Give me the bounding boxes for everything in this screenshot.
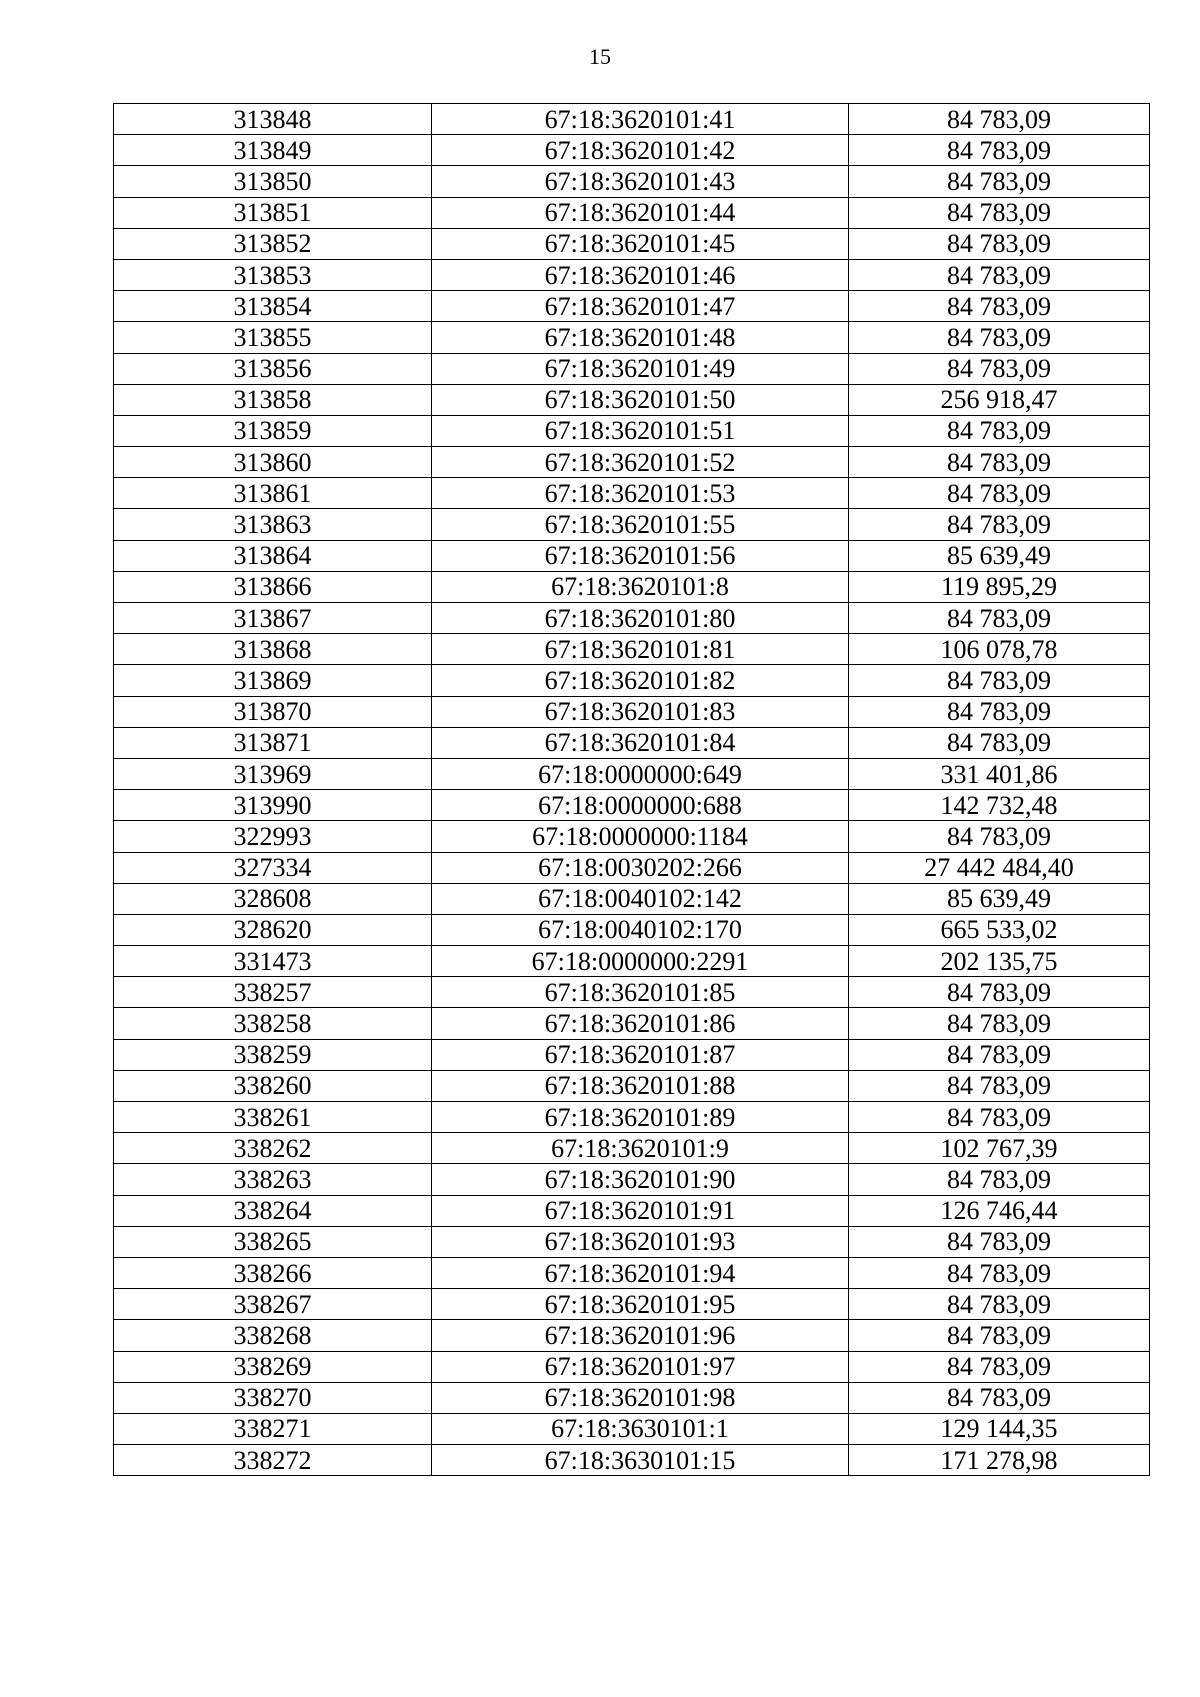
cadastral-number-cell: 67:18:3620101:89 [432,1102,849,1133]
table-row [114,821,1150,852]
value-cell: 171 278,98 [849,1445,1150,1476]
cadastral-number-cell: 67:18:3620101:97 [432,1351,849,1382]
row-number-cell: 338260 [114,1070,432,1101]
table-row [114,790,1150,821]
table-row [114,509,1150,540]
row-number-cell: 338264 [114,1195,432,1226]
table-row [114,322,1150,353]
page-number: 15 [589,44,611,69]
value-cell: 102 767,39 [849,1133,1150,1164]
value-cell: 665 533,02 [849,914,1150,945]
value-cell: 126 746,44 [849,1195,1150,1226]
table-row [114,1413,1150,1444]
value-cell: 129 144,35 [849,1413,1150,1444]
cadastral-number-cell: 67:18:3620101:82 [432,665,849,696]
value-cell: 84 783,09 [849,1320,1150,1351]
cadastral-number-cell: 67:18:3620101:96 [432,1320,849,1351]
row-number-cell: 313863 [114,509,432,540]
value-cell: 84 783,09 [849,166,1150,197]
table-row [114,1257,1150,1288]
row-number-cell: 338261 [114,1102,432,1133]
value-cell: 256 918,47 [849,384,1150,415]
row-number-cell: 313853 [114,259,432,290]
table-row [114,259,1150,290]
row-number-cell: 313861 [114,478,432,509]
value-cell: 84 783,09 [849,1382,1150,1413]
value-cell: 84 783,09 [849,135,1150,166]
table-row [114,946,1150,977]
table-row [114,1382,1150,1413]
value-cell: 84 783,09 [849,727,1150,758]
value-cell: 84 783,09 [849,1257,1150,1288]
row-number-cell: 338259 [114,1039,432,1070]
value-cell: 84 783,09 [849,1102,1150,1133]
cadastral-number-cell: 67:18:3620101:9 [432,1133,849,1164]
cadastral-number-cell: 67:18:3630101:15 [432,1445,849,1476]
row-number-cell: 328608 [114,883,432,914]
table-row [114,447,1150,478]
table-row [114,1133,1150,1164]
row-number-cell: 313871 [114,727,432,758]
cadastral-number-cell: 67:18:3620101:49 [432,353,849,384]
table-row [114,883,1150,914]
row-number-cell: 313867 [114,603,432,634]
value-cell: 119 895,29 [849,571,1150,602]
value-cell: 84 783,09 [849,228,1150,259]
row-number-cell: 338271 [114,1413,432,1444]
value-cell: 84 783,09 [849,1351,1150,1382]
table-row [114,384,1150,415]
row-number-cell: 328620 [114,914,432,945]
cadastral-number-cell: 67:18:3620101:51 [432,415,849,446]
cadastral-number-cell: 67:18:3620101:91 [432,1195,849,1226]
value-cell: 84 783,09 [849,104,1150,135]
row-number-cell: 338267 [114,1289,432,1320]
table-row [114,914,1150,945]
value-cell: 84 783,09 [849,478,1150,509]
row-number-cell: 313868 [114,634,432,665]
cadastral-number-cell: 67:18:3620101:83 [432,696,849,727]
value-cell: 84 783,09 [849,322,1150,353]
row-number-cell: 313859 [114,415,432,446]
table-row [114,166,1150,197]
row-number-cell: 313849 [114,135,432,166]
table-row [114,571,1150,602]
table-row [114,1102,1150,1133]
row-number-cell: 313866 [114,571,432,602]
table-row [114,1226,1150,1257]
table-row [114,665,1150,696]
value-cell: 84 783,09 [849,353,1150,384]
table-row [114,1320,1150,1351]
cadastral-number-cell: 67:18:3620101:93 [432,1226,849,1257]
value-cell: 84 783,09 [849,509,1150,540]
cadastral-number-cell: 67:18:3620101:86 [432,1008,849,1039]
cadastral-number-cell: 67:18:0040102:170 [432,914,849,945]
cadastral-number-cell: 67:18:3620101:52 [432,447,849,478]
cadastral-number-cell: 67:18:3620101:94 [432,1257,849,1288]
table-row [114,104,1150,135]
value-cell: 84 783,09 [849,821,1150,852]
cadastral-number-cell: 67:18:0000000:2291 [432,946,849,977]
row-number-cell: 313864 [114,540,432,571]
cadastral-number-cell: 67:18:3620101:43 [432,166,849,197]
row-number-cell: 313870 [114,696,432,727]
cadastral-number-cell: 67:18:3620101:85 [432,977,849,1008]
cadastral-number-cell: 67:18:3620101:42 [432,135,849,166]
cadastral-number-cell: 67:18:3620101:44 [432,197,849,228]
table-row [114,603,1150,634]
row-number-cell: 338258 [114,1008,432,1039]
value-cell: 84 783,09 [849,1039,1150,1070]
cadastral-number-cell: 67:18:3620101:8 [432,571,849,602]
cadastral-number-cell: 67:18:3620101:98 [432,1382,849,1413]
cadastral-number-cell: 67:18:3620101:41 [432,104,849,135]
row-number-cell: 322993 [114,821,432,852]
value-cell: 84 783,09 [849,665,1150,696]
cadastral-number-cell: 67:18:0030202:266 [432,852,849,883]
table-row [114,353,1150,384]
value-cell: 84 783,09 [849,197,1150,228]
row-number-cell: 313860 [114,447,432,478]
row-number-cell: 313858 [114,384,432,415]
row-number-cell: 313850 [114,166,432,197]
table-row [114,478,1150,509]
row-number-cell: 338257 [114,977,432,1008]
cadastral-number-cell: 67:18:3620101:55 [432,509,849,540]
table-row [114,1445,1150,1476]
cadastral-number-cell: 67:18:3620101:47 [432,291,849,322]
value-cell: 84 783,09 [849,291,1150,322]
row-number-cell: 313969 [114,758,432,789]
value-cell: 331 401,86 [849,758,1150,789]
cadastral-number-cell: 67:18:0040102:142 [432,883,849,914]
row-number-cell: 338262 [114,1133,432,1164]
value-cell: 84 783,09 [849,696,1150,727]
value-cell: 84 783,09 [849,447,1150,478]
table-row [114,1289,1150,1320]
cadastral-number-cell: 67:18:0000000:649 [432,758,849,789]
value-cell: 84 783,09 [849,1008,1150,1039]
row-number-cell: 338272 [114,1445,432,1476]
row-number-cell: 331473 [114,946,432,977]
row-number-cell: 313990 [114,790,432,821]
table-row [114,852,1150,883]
row-number-cell: 313848 [114,104,432,135]
registry-table-body [114,104,1150,1476]
value-cell: 84 783,09 [849,1289,1150,1320]
table-row [114,415,1150,446]
table-row [114,291,1150,322]
cadastral-number-cell: 67:18:3620101:88 [432,1070,849,1101]
cadastral-number-cell: 67:18:3620101:80 [432,603,849,634]
row-number-cell: 313854 [114,291,432,322]
row-number-cell: 313851 [114,197,432,228]
value-cell: 106 078,78 [849,634,1150,665]
registry-table [113,103,1150,1476]
cadastral-number-cell: 67:18:3630101:1 [432,1413,849,1444]
cadastral-number-cell: 67:18:3620101:95 [432,1289,849,1320]
row-number-cell: 338268 [114,1320,432,1351]
row-number-cell: 338269 [114,1351,432,1382]
cadastral-number-cell: 67:18:3620101:50 [432,384,849,415]
cadastral-number-cell: 67:18:3620101:48 [432,322,849,353]
value-cell: 85 639,49 [849,540,1150,571]
table-row [114,1008,1150,1039]
table-row [114,758,1150,789]
value-cell: 142 732,48 [849,790,1150,821]
value-cell: 84 783,09 [849,1226,1150,1257]
value-cell: 202 135,75 [849,946,1150,977]
value-cell: 85 639,49 [849,883,1150,914]
value-cell: 84 783,09 [849,259,1150,290]
row-number-cell: 313856 [114,353,432,384]
value-cell: 84 783,09 [849,977,1150,1008]
value-cell: 84 783,09 [849,1070,1150,1101]
table-row [114,540,1150,571]
cadastral-number-cell: 67:18:3620101:90 [432,1164,849,1195]
value-cell: 84 783,09 [849,415,1150,446]
table-row [114,197,1150,228]
table-row [114,696,1150,727]
cadastral-number-cell: 67:18:0000000:1184 [432,821,849,852]
value-cell: 84 783,09 [849,1164,1150,1195]
table-row [114,727,1150,758]
table-row [114,1039,1150,1070]
cadastral-number-cell: 67:18:3620101:56 [432,540,849,571]
cadastral-number-cell: 67:18:3620101:84 [432,727,849,758]
table-row [114,1351,1150,1382]
cadastral-number-cell: 67:18:0000000:688 [432,790,849,821]
table-row [114,135,1150,166]
table-row [114,1195,1150,1226]
row-number-cell: 338263 [114,1164,432,1195]
cadastral-number-cell: 67:18:3620101:81 [432,634,849,665]
row-number-cell: 338270 [114,1382,432,1413]
table-row [114,977,1150,1008]
table-row [114,1070,1150,1101]
row-number-cell: 313852 [114,228,432,259]
value-cell: 84 783,09 [849,603,1150,634]
cadastral-number-cell: 67:18:3620101:87 [432,1039,849,1070]
table-row [114,228,1150,259]
row-number-cell: 313855 [114,322,432,353]
row-number-cell: 338266 [114,1257,432,1288]
value-cell: 27 442 484,40 [849,852,1150,883]
row-number-cell: 313869 [114,665,432,696]
cadastral-number-cell: 67:18:3620101:53 [432,478,849,509]
table-row [114,634,1150,665]
table-row [114,1164,1150,1195]
cadastral-number-cell: 67:18:3620101:46 [432,259,849,290]
row-number-cell: 327334 [114,852,432,883]
row-number-cell: 338265 [114,1226,432,1257]
cadastral-number-cell: 67:18:3620101:45 [432,228,849,259]
